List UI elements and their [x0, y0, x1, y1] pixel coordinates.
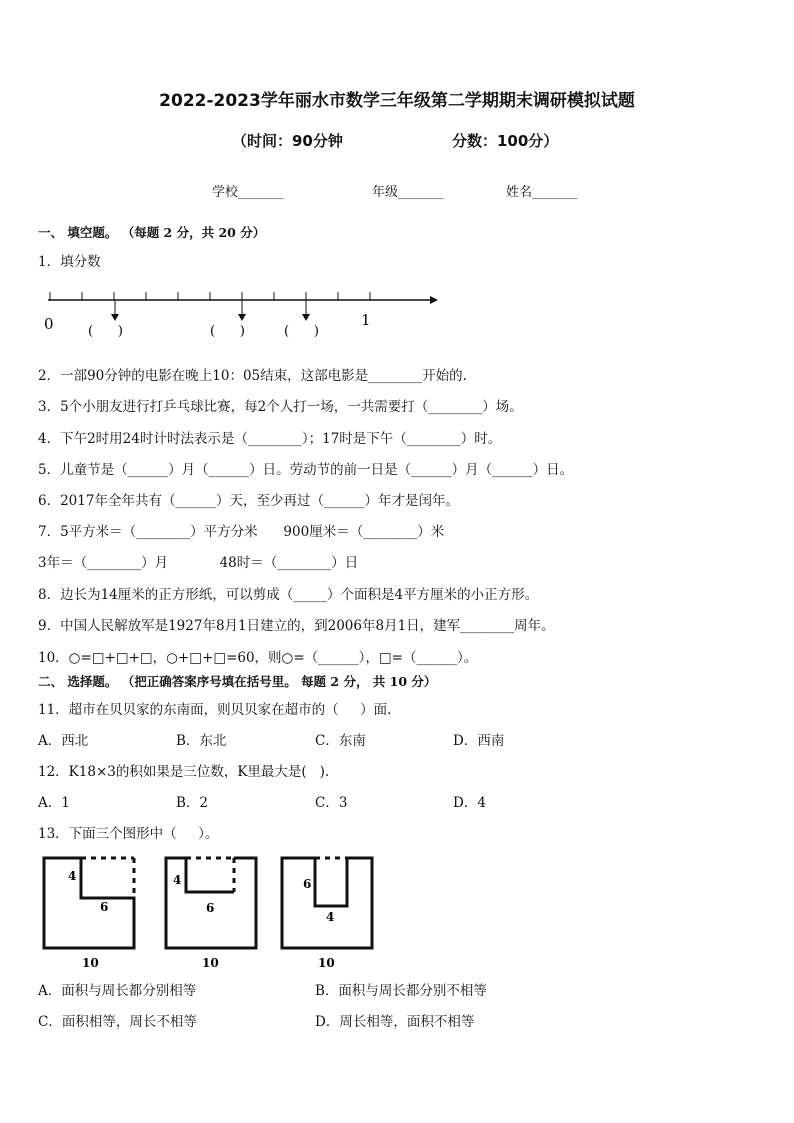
figure-2 [166, 858, 256, 970]
answer-paren-3: ( ) [284, 324, 319, 339]
fig2-label-4: 4 [173, 873, 182, 887]
figure-3 [282, 858, 372, 970]
fig3-label-4: 4 [326, 910, 335, 924]
question-11: 11．超市在贝贝家的东南面，则贝贝家在超市的（ ）面. [38, 702, 392, 718]
section2-heading: 二、 选择题。 （把正确答案序号填在括号里。 每题 2 分， 共 10 分） [38, 674, 437, 689]
q12-option-d: D．4 [453, 795, 486, 811]
fig3-label-10: 10 [318, 956, 335, 970]
q12-option-a: A．1 [38, 795, 70, 811]
exam-score: 分数：100分） [452, 132, 559, 150]
question-7-line1: 7．5平方米＝（________）平方分米 900厘米＝（________）米 [38, 524, 445, 540]
q11-option-b: B．东北 [176, 733, 227, 749]
fig1-label-6: 6 [100, 900, 109, 914]
answer-paren-2: ( ) [210, 324, 245, 339]
down-arrow-3 [302, 300, 310, 321]
number-line-figure [38, 282, 448, 344]
fig2-label-6: 6 [206, 901, 215, 915]
section1-heading: 一、 填空题。 （每题 2 分，共 20 分） [38, 225, 266, 240]
q13-figures [36, 850, 386, 972]
number-line-zero: 0 [44, 315, 54, 333]
down-arrow-1 [111, 300, 119, 321]
q13-option-d: D．周长相等，面积不相等 [315, 1014, 475, 1030]
number-line-ticks [50, 292, 370, 300]
question-13: 13．下面三个图形中（ ）。 [38, 826, 219, 842]
fig3-label-6: 6 [303, 877, 312, 891]
figure-1 [44, 858, 134, 970]
q12-option-b: B．2 [176, 795, 209, 811]
question-10: 10．○=□+□+□，○+□+□=60，则○=（______），□=（______）。 [38, 650, 478, 666]
answer-paren-1: ( ) [88, 324, 123, 339]
page-title: 2022-2023学年丽水市数学三年级第二学期期末调研模拟试题 [159, 91, 635, 111]
fig1-label-4: 4 [68, 869, 77, 883]
question-3: 3．5个小朋友进行打乒乓球比赛，每2个人打一场，一共需要打（________）场。 [38, 399, 523, 415]
question-4: 4．下午2时用24时计时法表示是（________）；17时是下午（________）时。 [38, 431, 502, 447]
down-arrow-2 [238, 300, 246, 321]
fig2-label-10: 10 [202, 956, 219, 970]
number-line-one: 1 [361, 311, 371, 329]
grade-field: 年级_______ [372, 185, 444, 200]
q11-option-a: A．西北 [38, 733, 89, 749]
q13-option-a: A．面积与周长都分别相等 [38, 983, 197, 999]
q13-option-b: B．面积与周长都分别不相等 [315, 983, 487, 999]
question-5: 5．儿童节是（______）月（______）日。劳动节的前一日是（______）月（______）日。 [38, 462, 574, 478]
question-6: 6．2017年全年共有（______）天，至少再过（______）年才是闰年。 [38, 493, 459, 509]
question-9: 9．中国人民解放军是1927年8月1日建立的，到2006年8月1日，建军________周年。 [38, 618, 555, 634]
name-field: 姓名_______ [506, 185, 578, 200]
q13-option-c: C．面积相等，周长不相等 [38, 1014, 197, 1030]
question-8: 8．边长为14厘米的正方形纸，可以剪成（_____）个面积是4平方厘米的小正方形。 [38, 587, 539, 603]
question-2: 2．一部90分钟的电影在晚上10：05结束，这部电影是________开始的. [38, 368, 467, 384]
number-line-arrow [430, 296, 438, 304]
question-1: 1．填分数 [38, 254, 101, 270]
question-12: 12．K18×3的积如果是三位数，K里最大是( ). [38, 764, 330, 780]
q12-option-c: C．3 [315, 795, 348, 811]
question-7-line2: 3年＝（________）月 48时＝（________）日 [38, 555, 359, 571]
q11-option-c: C．东南 [315, 733, 366, 749]
fig1-label-10: 10 [82, 956, 99, 970]
school-field: 学校_______ [212, 185, 284, 200]
exam-time: （时间：90分钟 [232, 132, 343, 150]
q11-option-d: D．西南 [453, 733, 505, 749]
